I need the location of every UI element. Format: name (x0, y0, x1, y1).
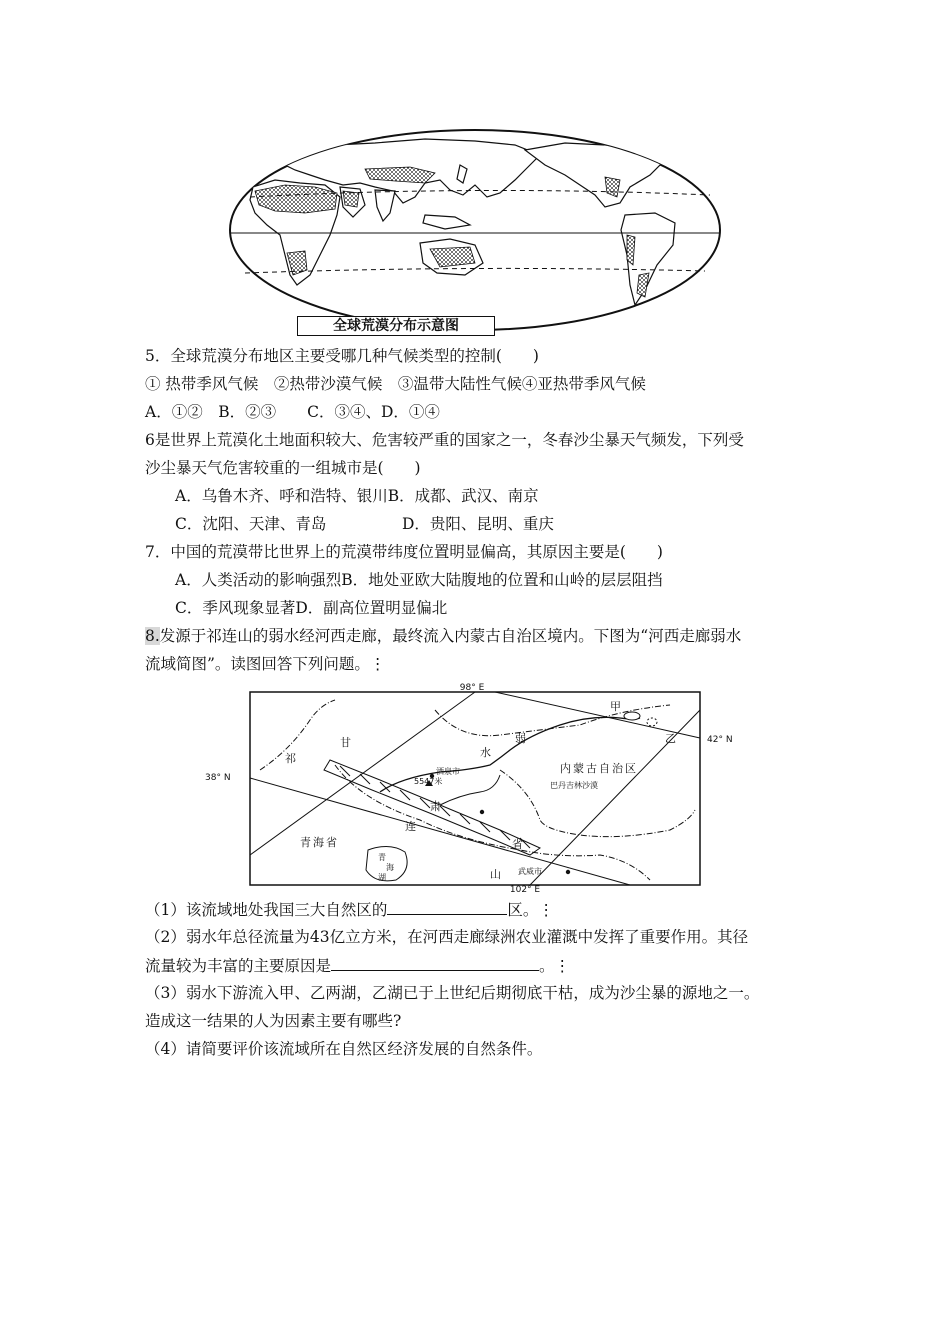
q6-stem-line2: 沙尘暴天气危害较重的一组城市是( ) (145, 459, 421, 477)
q5-answers: A．①② B．②③ C．③④、D．①④ (145, 403, 440, 421)
q7-options-ab: A．人类活动的影响强烈B．地处亚欧大陆腹地的位置和山岭的层层阻挡 (175, 571, 663, 589)
q6-options-ab: A．乌鲁木齐、呼和浩特、银川B．成都、武汉、南京 (175, 487, 539, 505)
label-qinghai-lake-3: 湖 (378, 873, 386, 882)
q8-number: 8. (145, 627, 160, 645)
q8-stem-line2: 流域简图”。读图回答下列问题。⋮ (145, 655, 386, 673)
q6-stem-line1: 6是世界上荒漠化土地面积较大、危害较严重的国家之一，冬春沙尘暴天气频发，下列受 (145, 431, 744, 449)
q8-sub3-line1: （3）弱水下游流入甲、乙两湖，乙湖已于上世纪后期彻底干枯，成为沙尘暴的源地之一。 (145, 984, 760, 1002)
label-38n: 38° N (205, 773, 231, 783)
q5-options: ① 热带季风气候 ②热带沙漠气候 ③温带大陆性气候④亚热带季风气候 (145, 375, 646, 393)
world-desert-map (225, 125, 725, 335)
label-shui: 水 (480, 746, 491, 759)
label-yi: 乙 (665, 732, 676, 745)
q8-sub2-line2: 流量较为丰富的主要原因是 。⋮ (145, 954, 570, 977)
label-lian: 连 (405, 820, 416, 833)
lake-jia (624, 712, 640, 720)
label-qinghai: 青海省 (300, 836, 339, 849)
q6-option-d: D．贵阳、昆明、重庆 (402, 515, 554, 533)
hexi-corridor-map (200, 680, 750, 895)
label-shan: 山 (490, 868, 501, 881)
q8-sub2-line1: （2）弱水年总径流量为43亿立方米，在河西走廊绿洲农业灌溉中发挥了重要作用。其径 (145, 928, 749, 946)
label-badain: 巴丹吉林沙漠 (550, 781, 598, 790)
q8-sub3-line2: 造成这一结果的人为因素主要有哪些? (145, 1012, 402, 1030)
label-jiuquan: 酒泉市 (436, 767, 460, 776)
label-ruo: 弱 (515, 732, 526, 745)
q8-stem-line1 (145, 625, 741, 647)
label-98e: 98° E (459, 683, 485, 693)
label-102e: 102° E (509, 885, 541, 895)
label-qinghai-lake-2: 海 (386, 863, 394, 872)
q7-options-cd: C．季风现象显著D．副高位置明显偏北 (175, 599, 448, 617)
label-wuwei: 武威市 (518, 867, 542, 876)
q7-stem: 7．中国的荒漠带比世界上的荒漠带纬度位置明显偏高，其原因主要是( ) (145, 543, 663, 561)
label-gan: 甘 (340, 736, 351, 749)
label-sheng: 省 (512, 838, 523, 851)
q8-sub1: （1）该流域地处我国三大自然区的 区。⋮ (145, 898, 554, 921)
map-frame (250, 692, 700, 885)
label-inner-mongolia: 内蒙古自治区 (560, 762, 638, 775)
label-qi: 祁 (285, 752, 296, 765)
label-42n: 42° N (707, 735, 733, 745)
q8-sub2-blank[interactable] (331, 954, 539, 971)
label-qinghai-lake-1: 青 (378, 853, 386, 862)
arabian-desert (343, 191, 359, 207)
q8-stem-text: 发源于祁连山的弱水经河西走廊，最终流入内蒙古自治区境内。下图为“河西走廊弱水 (159, 627, 742, 645)
q8-sub4: （4）请简要评价该流域所在自然区经济发展的自然条件。 (145, 1040, 543, 1058)
lake-yi (647, 718, 657, 726)
q8-sub1-blank[interactable] (387, 898, 507, 915)
label-su: 肃 (430, 800, 441, 813)
world-map-title: 全球荒漠分布示意图 (297, 316, 495, 336)
zhangye-dot (480, 810, 484, 814)
label-elevation: 5547米 (414, 777, 443, 786)
q5-stem: 5．全球荒漠分布地区主要受哪几种气候类型的控制( ) (145, 347, 539, 365)
label-jia: 甲 (610, 700, 621, 713)
wuwei-dot (566, 870, 570, 874)
q6-option-c: C．沈阳、天津、青岛 (175, 515, 327, 533)
